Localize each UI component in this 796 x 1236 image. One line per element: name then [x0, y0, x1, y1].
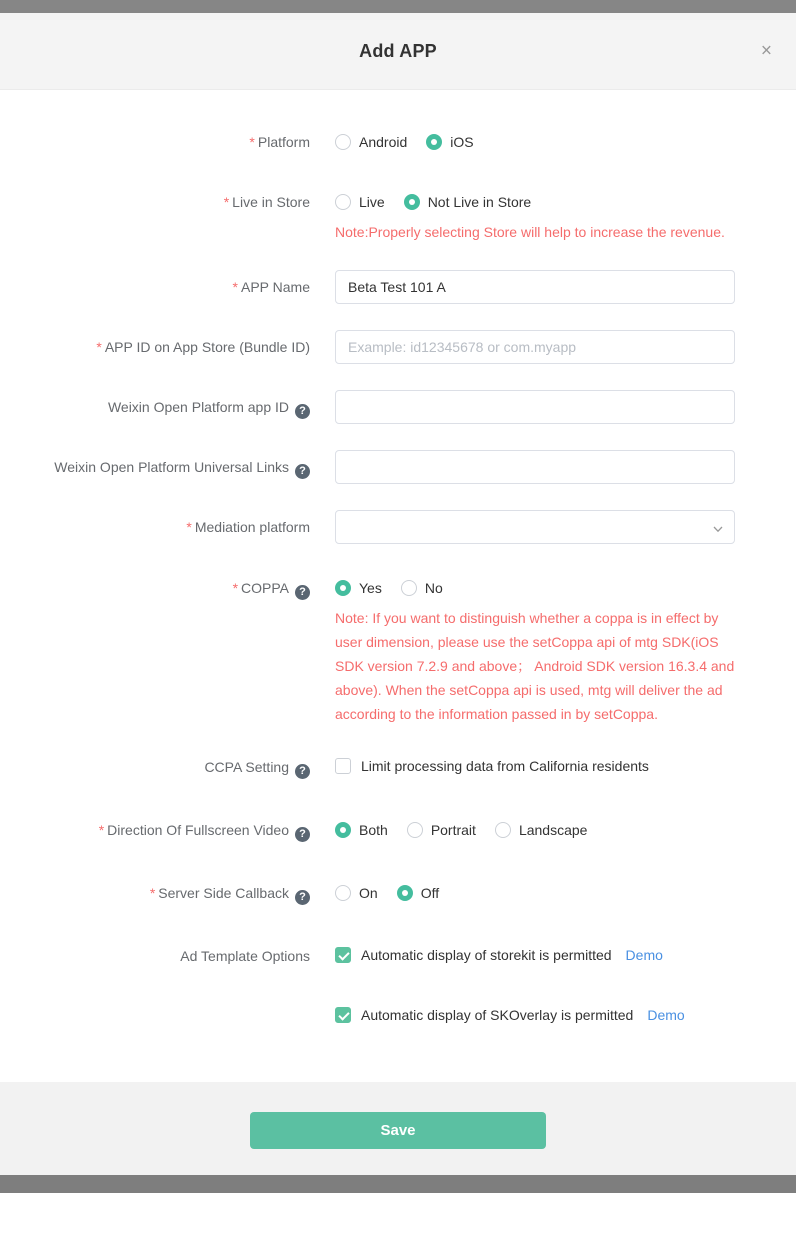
chevron-down-icon: [712, 522, 724, 538]
app-id-field: [0, 330, 796, 364]
skoverlay-demo-link[interactable]: Demo: [647, 1007, 685, 1023]
app-id-label: * APP ID on App Store (Bundle ID): [96, 339, 310, 355]
radio-both-label[interactable]: Both: [359, 822, 388, 838]
ccpa-label: CCPA Setting ?: [0, 758, 310, 779]
app-name-label: * APP Name: [232, 279, 310, 295]
mediation-platform-label: * Mediation platform: [186, 519, 310, 535]
server-callback-field: [0, 884, 796, 905]
radio-off-label[interactable]: Off: [420, 885, 440, 901]
radio-portrait-label[interactable]: Portrait: [430, 822, 476, 838]
radio-icon[interactable]: [407, 822, 423, 838]
radio-coppa-no-label[interactable]: No: [424, 580, 443, 596]
mediation-platform-field: [0, 510, 796, 544]
radio-portrait[interactable]: [407, 822, 476, 838]
weixin-app-id-field: [0, 390, 796, 424]
platform-options: [335, 133, 735, 150]
weixin-universal-links-field: [0, 450, 796, 484]
close-icon[interactable]: ×: [760, 40, 772, 62]
radio-coppa-yes-label[interactable]: Yes: [359, 580, 382, 596]
coppa-options: [335, 579, 735, 596]
radio-icon[interactable]: [397, 885, 413, 901]
radio-android[interactable]: [335, 134, 407, 150]
mediation-platform-select[interactable]: [335, 510, 735, 544]
radio-landscape-label[interactable]: Landscape: [518, 822, 588, 838]
radio-icon[interactable]: [335, 580, 351, 596]
radio-icon[interactable]: [404, 194, 420, 210]
radio-icon[interactable]: [495, 822, 511, 838]
app-id-input[interactable]: [335, 330, 735, 364]
storekit-checkbox-label[interactable]: Automatic display of storekit is permitted: [361, 947, 612, 963]
ccpa-checkbox-label[interactable]: Limit processing data from California residents: [361, 758, 649, 774]
radio-live[interactable]: [335, 194, 385, 210]
radio-icon[interactable]: [335, 822, 351, 838]
radio-ios[interactable]: [426, 134, 473, 150]
dialog-footer: [0, 1082, 796, 1175]
live-in-store-label: * Live in Store: [223, 194, 310, 210]
radio-ios-label[interactable]: iOS: [450, 134, 474, 150]
weixin-universal-links-input[interactable]: [335, 450, 735, 484]
storekit-demo-link[interactable]: Demo: [625, 947, 663, 963]
radio-not-live[interactable]: [404, 194, 532, 210]
platform-label: * Platform: [249, 134, 310, 150]
radio-icon[interactable]: [335, 885, 351, 901]
radio-icon[interactable]: [426, 134, 442, 150]
radio-coppa-no[interactable]: [401, 580, 443, 596]
coppa-field: [0, 579, 796, 726]
help-icon[interactable]: ?: [295, 464, 310, 479]
ad-template-field: [0, 947, 796, 965]
radio-coppa-yes[interactable]: [335, 580, 382, 596]
direction-options: [335, 821, 735, 838]
radio-both[interactable]: [335, 822, 388, 838]
dialog-title: Add APP: [359, 40, 437, 61]
radio-android-label[interactable]: Android: [359, 134, 408, 150]
ccpa-checkbox[interactable]: [335, 758, 351, 774]
ad-template-field-2: [0, 1007, 796, 1023]
weixin-universal-links-label: Weixin Open Platform Universal Links ?: [0, 450, 310, 484]
required-asterisk: *: [232, 580, 239, 596]
radio-off[interactable]: [397, 885, 439, 901]
server-callback-options: [335, 884, 735, 901]
help-icon[interactable]: ?: [295, 764, 310, 779]
direction-field: [0, 821, 796, 842]
radio-on-label[interactable]: On: [359, 885, 378, 901]
help-icon[interactable]: ?: [295, 827, 310, 842]
required-asterisk: *: [249, 134, 255, 150]
required-asterisk: *: [149, 885, 156, 901]
ad-template-label: Ad Template Options: [180, 948, 310, 964]
live-in-store-options: [335, 193, 735, 210]
save-button[interactable]: Save: [250, 1112, 546, 1149]
weixin-app-id-input[interactable]: [335, 390, 735, 424]
skoverlay-checkbox[interactable]: [335, 1007, 351, 1023]
help-icon[interactable]: ?: [295, 404, 310, 419]
help-icon[interactable]: ?: [295, 890, 310, 905]
browser-top-bar: [0, 0, 796, 13]
radio-landscape[interactable]: [495, 822, 588, 838]
radio-icon[interactable]: [335, 194, 351, 210]
radio-live-label[interactable]: Live: [359, 194, 385, 210]
skoverlay-checkbox-label[interactable]: Automatic display of SKOverlay is permitted: [361, 1007, 634, 1023]
coppa-note: Note: If you want to distinguish whether a coppa is in effect by user dimension, please use the setCoppa api of mtg SDK(iOS SDK version 7.2.9 and above； Android SDK version 16.3.4 and above). When the setCoppa api is used, mtg will deliver the ad according to the information passed in by setCoppa.: [335, 610, 735, 722]
required-asterisk: *: [96, 339, 102, 355]
radio-icon[interactable]: [335, 134, 351, 150]
add-app-form: [0, 90, 796, 1082]
storekit-checkbox[interactable]: [335, 947, 351, 963]
radio-not-live-label[interactable]: Not Live in Store: [427, 194, 532, 210]
server-callback-label: * Server Side Callback ?: [0, 884, 310, 905]
store-note: Note:Properly selecting Store will help to increase the revenue.: [335, 224, 725, 240]
radio-on[interactable]: [335, 885, 378, 901]
required-asterisk: *: [98, 822, 105, 838]
dialog-header: [0, 13, 796, 90]
browser-bottom-bar: [0, 1175, 796, 1193]
coppa-label: * COPPA ?: [0, 579, 310, 600]
required-asterisk: *: [186, 519, 192, 535]
direction-label: * Direction Of Fullscreen Video ?: [0, 821, 310, 842]
radio-icon[interactable]: [401, 580, 417, 596]
app-name-input[interactable]: [335, 270, 735, 304]
app-name-field: [0, 270, 796, 304]
required-asterisk: *: [223, 194, 230, 210]
platform-field: [0, 133, 796, 151]
weixin-app-id-label: Weixin Open Platform app ID ?: [0, 390, 310, 424]
required-asterisk: *: [232, 279, 238, 295]
ccpa-field: [0, 758, 796, 779]
live-in-store-field: [0, 193, 796, 244]
help-icon[interactable]: ?: [295, 585, 310, 600]
